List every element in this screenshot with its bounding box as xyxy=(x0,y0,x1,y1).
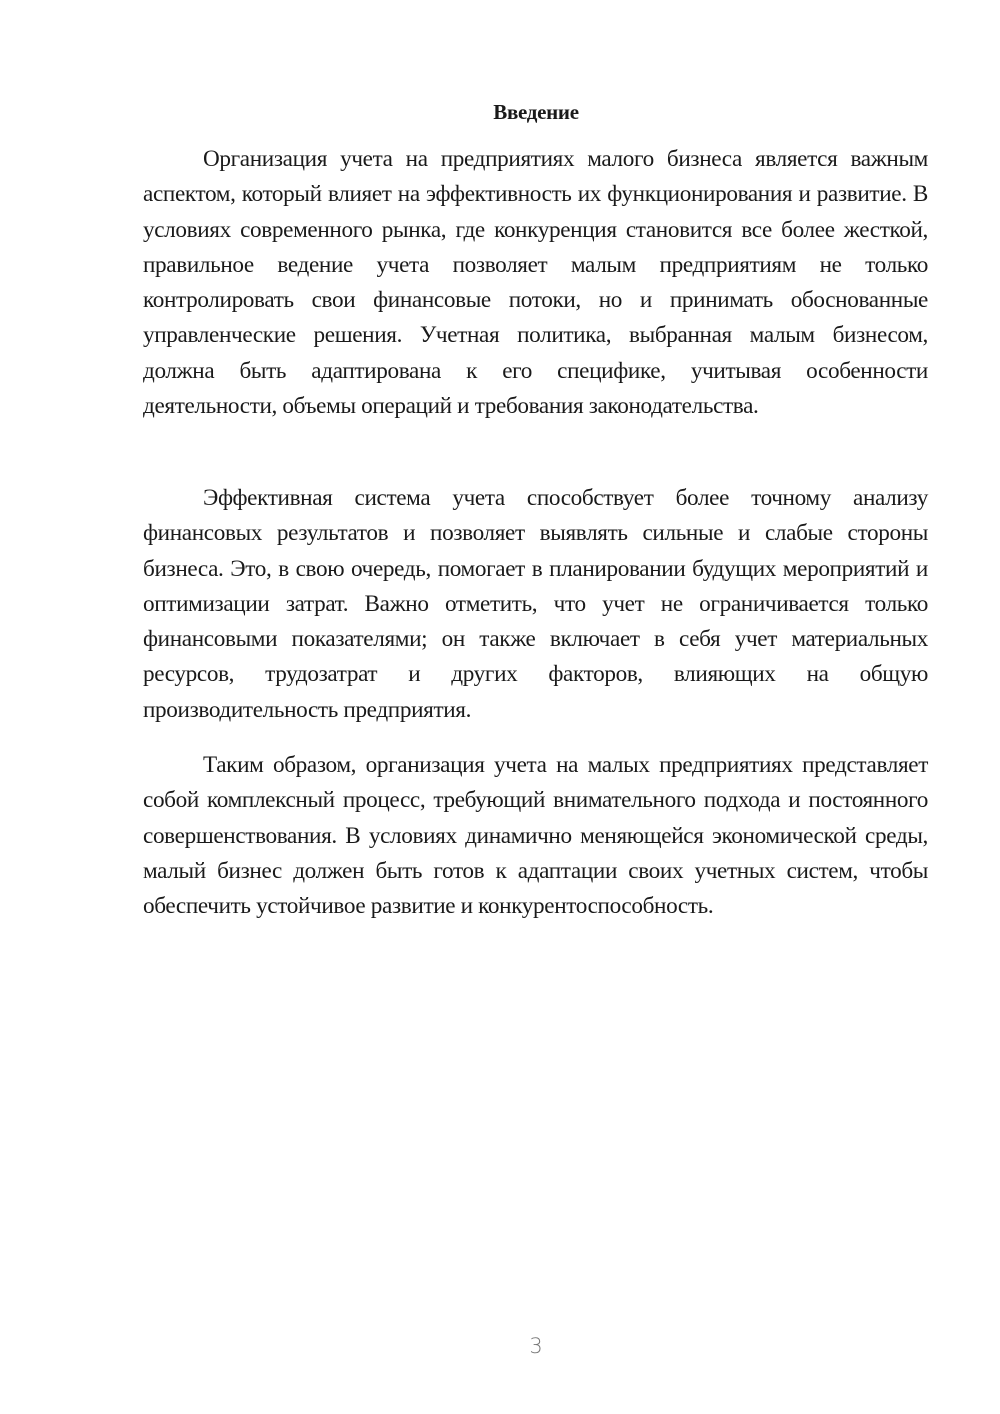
paragraph-1: Организация учета на предприятиях малого бизнеса является важным аспектом, который влияет на эффективность их функционирования и развитие. В условиях современного рынка, где конкуренция становится все более жесткой, правильное ведение учета позволяет малым предприятиям не только контролировать свои финансовые потоки, но и принимать обоснованные управленческие решения. Учетная политика, выбранная малым бизнесом, должна быть адаптирована к его специфике, учитывая особенности деятельности, объемы операций и требования законодательства. xyxy=(143,146,928,420)
paragraph-2: Эффективная система учета способствует более точному анализу финансовых результатов и позволяет выявлять сильные и слабые стороны бизнеса. Это, в свою очередь, помогает в планировании будущих мероприятий и оптимизации затрат. Важно отметить, что учет не ограничивается только финансовыми показателями; он также включает в себя учет материальных ресурсов, трудозатрат и других факторов, влияющих на общую производительность предприятия. xyxy=(143,485,928,723)
page-number: 3 xyxy=(529,1334,543,1358)
section-title: Введение xyxy=(493,100,579,124)
paragraph-3: Таким образом, организация учета на малых предприятиях представляет собой комплексный процесс, требующий внимательного подхода и постоянного совершенствования. В условиях динамично меняющейся экономической среды, малый бизнес должен быть готов к адаптации своих учетных систем, чтобы обеспечить устойчивое развитие и конкурентоспособность. xyxy=(143,752,928,920)
